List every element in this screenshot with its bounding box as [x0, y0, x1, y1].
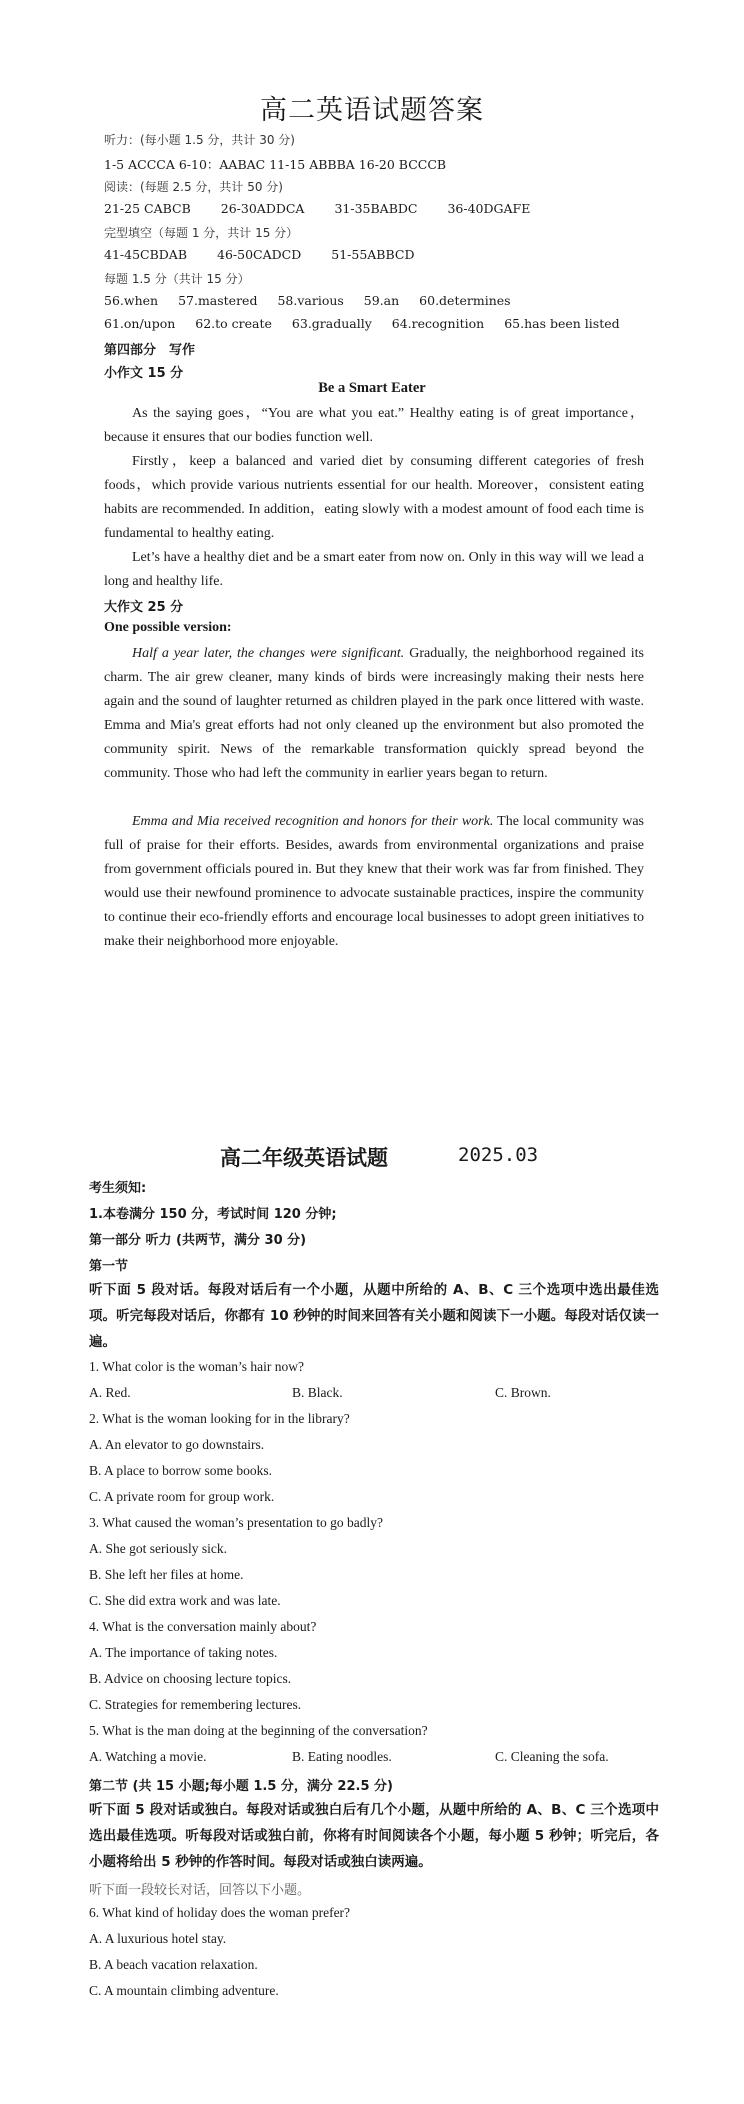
option: A. Red.: [89, 1385, 131, 1400]
option: A. The importance of taking notes.: [89, 1645, 278, 1660]
small-essay-heading: 小作文 15 分: [104, 366, 184, 381]
option: A. A luxurious hotel stay.: [89, 1931, 227, 1946]
story-lead-sentence: Half a year later, the changes were significant.: [132, 646, 405, 661]
option: C. She did extra work and was late.: [89, 1593, 281, 1608]
option: C. Strategies for remembering lectures.: [89, 1697, 302, 1712]
essay-paragraph: As the saying goes，“You are what you eat.” Healthy eating is of great importance，because it ensures that our bodies function well.: [104, 406, 644, 445]
question: 2. What is the woman looking for in the library?: [89, 1411, 350, 1426]
section2-instructions: 听下面 5 段对话或独白。每段对话或独白后有几个小题，从题中所给的 A、B、C 三个选项中选出最佳选项。听每段对话或独白前，你将有时间阅读各个小题，每小题 5 秒钟；听完后，各小题将给出 5 秒钟的作答时间。每段对话或独白读两遍。: [89, 1802, 659, 1870]
long-dialog-note: 听下面一段较长对话，回答以下小题。: [89, 1883, 311, 1898]
grammar-answers-row1: [104, 293, 527, 308]
reading-answer-group: 31-35BABDC: [334, 201, 418, 216]
option: C. A mountain climbing adventure.: [89, 1983, 279, 1998]
possible-version-label: One possible version:: [104, 620, 232, 635]
answer-key-title: 高二英语试题答案: [260, 95, 484, 126]
grammar-answer: 59.an: [363, 293, 400, 308]
grammar-answer: 56.when: [104, 293, 159, 308]
reading-answers: [104, 201, 556, 216]
reading-answer-group: 21-25 CABCB: [104, 201, 191, 216]
notice-item: 1.本卷满分 150 分，考试时间 120 分钟;: [89, 1207, 337, 1222]
option: B. Eating noodles.: [292, 1749, 392, 1764]
grammar-answer: 63.gradually: [291, 316, 372, 331]
story-lead-sentence: Emma and Mia received recognition and honors for their work.: [132, 814, 494, 829]
option: C. Brown.: [495, 1385, 551, 1400]
option: A. She got seriously sick.: [89, 1541, 227, 1556]
option: B. Advice on choosing lecture topics.: [89, 1671, 292, 1686]
reading-header: 阅读：(每题 2.5 分，共计 50 分): [104, 180, 283, 194]
essay-title: Be a Smart Eater: [318, 380, 426, 396]
grammar-answer: 61.on/upon: [104, 316, 176, 331]
notice-header: 考生须知:: [89, 1181, 147, 1196]
option: C. Cleaning the sofa.: [495, 1749, 609, 1764]
grammar-answer: 65.has been listed: [504, 316, 620, 331]
section2-heading: 第二节 (共 15 小题;每小题 1.5 分，满分 22.5 分): [89, 1779, 393, 1794]
essay-paragraph: Firstly，keep a balanced and varied diet by consuming different categories of fresh foods，which provide various nutrients essential for our health. Moreover，consistent eating habits are recommended. In addition，eating slowly with a modest amount of food each time is fundamental to healthy eating.: [104, 454, 644, 541]
part4-heading: 第四部分 写作: [104, 343, 196, 358]
listening-answers: 1-5 ACCCA 6-10：AABAC 11-15 ABBBA 16-20 BCCCB: [104, 157, 447, 172]
cloze-answer-group: 46-50CADCD: [217, 247, 302, 262]
essay-paragraph: Let’s have a healthy diet and be a smart eater from now on. Only in this way will we lead a long and healthy life.: [104, 550, 644, 589]
grammar-answer: 62.to create: [195, 316, 272, 331]
big-essay-heading: 大作文 25 分: [104, 600, 184, 615]
question: 1. What color is the woman’s hair now?: [89, 1359, 304, 1374]
grammar-answer: 64.recognition: [391, 316, 485, 331]
cloze-header: 完型填空（每题 1 分，共计 15 分）: [104, 226, 299, 240]
story-body: Gradually, the neighborhood regained its charm. The air grew cleaner, many kinds of birds were increasingly making their nests here again and the sound of laughter returned as children played in the park once littered with waste. Emma and Mia's great efforts had not only cleaned up the environment but also promoted the community spirit. News of the remarkable transformation quickly spread beyond the community. Those who had left the community in earlier years began to return.: [104, 646, 644, 781]
story-paragraph: [104, 642, 644, 786]
question: 6. What kind of holiday does the woman prefer?: [89, 1905, 351, 1920]
cloze-answer-group: 41-45CBDAB: [104, 247, 188, 262]
story-paragraph: [104, 810, 644, 954]
section1-heading: 第一节: [89, 1259, 129, 1274]
cloze-answers: [104, 247, 441, 262]
option: C. A private room for group work.: [89, 1489, 275, 1504]
exam-date: 2025.03: [458, 1144, 539, 1166]
reading-answer-group: 26-30ADDCA: [220, 201, 305, 216]
option: A. Watching a movie.: [89, 1749, 207, 1764]
option: B. A beach vacation relaxation.: [89, 1957, 258, 1972]
story-body: The local community was full of praise for their efforts. Besides, awards from environmental organizations and praise from government officials poured in. But they knew that their work was far from finished. They would use their newfound prominence to advocate sustainable practices, inspire the community to continue their eco-friendly efforts and encourage local businesses to adopt green initiatives to make their neighborhood more enjoyable.: [104, 814, 644, 949]
option: B. Black.: [292, 1385, 343, 1400]
grammar-answer: 58.various: [277, 293, 344, 308]
exam-title: 高二年级英语试题: [220, 1146, 388, 1170]
option: A. An elevator to go downstairs.: [89, 1437, 265, 1452]
grammar-answer: 57.mastered: [178, 293, 258, 308]
grammar-answers-row2: [104, 316, 636, 331]
part1-heading: 第一部分 听力 (共两节，满分 30 分): [89, 1233, 307, 1248]
option: B. A place to borrow some books.: [89, 1463, 272, 1478]
grammar-header: 每题 1.5 分（共计 15 分）: [104, 272, 250, 286]
grammar-answer: 60.determines: [419, 293, 511, 308]
option: B. She left her files at home.: [89, 1567, 244, 1582]
reading-answer-group: 36-40DGAFE: [447, 201, 531, 216]
section1-instructions: 听下面 5 段对话。每段对话后有一个小题，从题中所给的 A、B、C 三个选项中选出最佳选项。听完每段对话后，你都有 10 秒钟的时间来回答有关小题和阅读下一小题。每段对话仅读一遍。: [89, 1282, 659, 1350]
question: 3. What caused the woman’s presentation to go badly?: [89, 1515, 384, 1530]
listening-header: 听力：(每小题 1.5 分，共计 30 分): [104, 133, 295, 147]
question: 4. What is the conversation mainly about?: [89, 1619, 317, 1634]
question: 5. What is the man doing at the beginning of the conversation?: [89, 1723, 428, 1738]
cloze-answer-group: 51-55ABBCD: [331, 247, 415, 262]
